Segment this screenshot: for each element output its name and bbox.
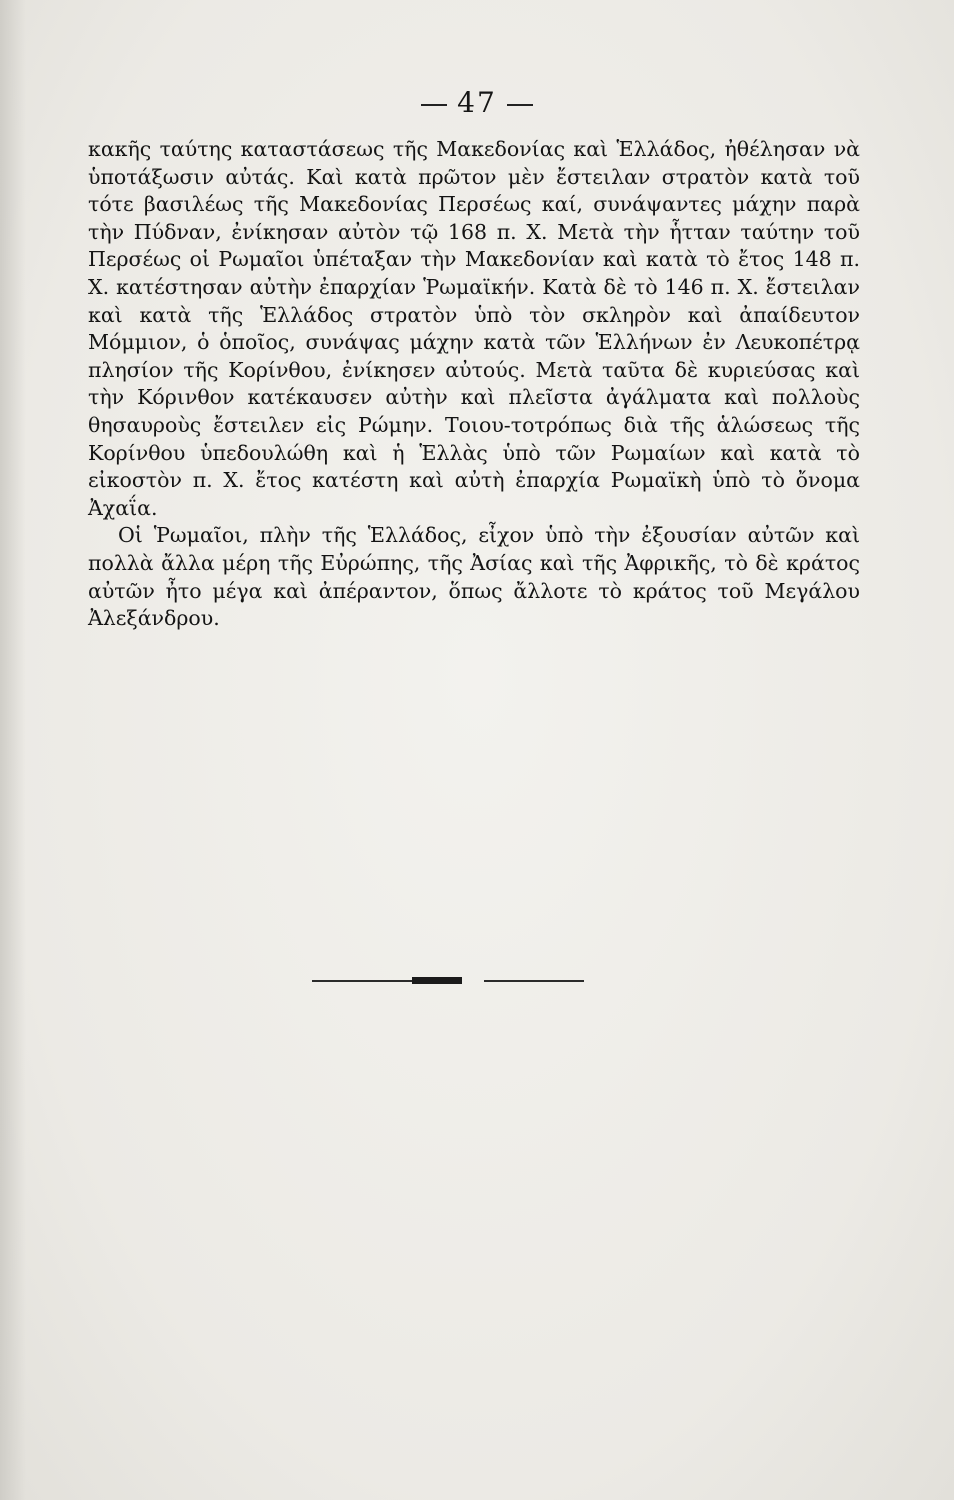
text-line: νὰ ὑποτάξωσιν αὐτάς. Καὶ κατὰ πρῶτον μὲν ἔστειλαν στρατὸν κατὰ <box>88 137 860 189</box>
text-line: κράτος αὐτῶν ἦτο μέγα καὶ ἀπέραντον, ὅπως ἄλλοτε τὸ κράτος τοῦ <box>88 550 860 603</box>
text-line: τοτρόπως διὰ τῆς ἁλώσεως τῆς Κορίνθου ὑπεδουλώθη καὶ ἡ Ἑλλὰς <box>88 412 860 465</box>
text-line: πολλὰ ἄλλα μέρη τῆς Εὐρώπης, τῆς Ἀσίας καὶ τῆς Ἀφρικῆς, τὸ δὲ <box>88 550 779 575</box>
text-line: Μετὰ ταῦτα δὲ κυριεύσας καὶ τὴν Κόρινθον κατέκαυσεν αὐτὴν καὶ <box>88 357 860 410</box>
page-edge-shadow <box>0 0 26 1500</box>
divider-center-bar <box>412 977 462 984</box>
text-line: κακῆς ταύτης καταστάσεως τῆς Μακεδονίας καὶ Ἑλλάδος, ἠθέλησαν <box>88 137 826 161</box>
text-line: τὸ 146 π. Χ. ἔστειλαν καὶ κατὰ τῆς Ἑλλάδος στρατὸν ὑπὸ τὸν <box>88 274 860 327</box>
divider-rule-right <box>484 980 584 982</box>
paragraph-2 <box>88 522 860 632</box>
paragraph-1 <box>88 136 860 522</box>
text-line: ὑπὸ τῶν Ρωμαίων καὶ κατὰ τὸ εἰκοστὸν π. Χ. ἔτος κατέστη καὶ <box>88 440 860 493</box>
text-line: ταύτην τοῦ Περσέως οἱ Ρωμαῖοι ὑπέταξαν τὴν Μακεδονίαν καὶ κατὰ <box>88 219 860 272</box>
show-through-text <box>100 690 860 1430</box>
text-line: πλεῖστα ἀγάλματα καὶ πολλοὺς θησαυροὺς ἔστειλεν εἰς Ρώμην. Τοιου- <box>88 385 860 437</box>
text-line: τῶν Ἑλλήνων ἐν Λευκοπέτρᾳ πλησίον τῆς Κορίνθου, ἐνίκησεν αὐτούς. <box>88 330 860 382</box>
text-line: παρὰ τὴν Πύδναν, ἐνίκησαν αὐτὸν τῷ 168 π. Χ. Μετὰ τὴν ἧτταν <box>88 192 860 244</box>
divider-rule-left <box>312 980 412 982</box>
text-line: Μεγάλου Ἀλεξάνδρου. <box>88 578 860 631</box>
page-number-dash-left <box>421 104 447 106</box>
page-number-dash-right <box>507 104 533 106</box>
text-line: τοῦ τότε βασιλέως τῆς Μακεδονίας Περσέως καί, συνάψαντες μάχην <box>88 164 860 217</box>
text-line: τὸ ἔτος 148 π. Χ. κατέστησαν αὐτὴν ἐπαρχίαν Ῥωμαϊκήν. Κατὰ δὲ <box>88 247 861 299</box>
section-divider-ornament <box>312 977 584 985</box>
text-line: αὐτὴ ἐπαρχία Ρωμαϊκὴ ὑπὸ τὸ ὄνομα Ἀχαΐα. <box>88 468 860 520</box>
body-text <box>88 136 860 633</box>
page-number-value: 47 <box>457 86 497 119</box>
page-number <box>0 86 954 119</box>
text-line: Οἱ Ῥωμαῖοι, πλὴν τῆς Ἑλλάδος, εἶχον ὑπὸ τὴν ἐξουσίαν αὐτῶν καὶ <box>118 523 860 548</box>
text-line: σκληρὸν καὶ ἀπαίδευτον Μόμμιον, ὁ ὁποῖος, συνάψας μάχην κατὰ <box>88 302 860 355</box>
